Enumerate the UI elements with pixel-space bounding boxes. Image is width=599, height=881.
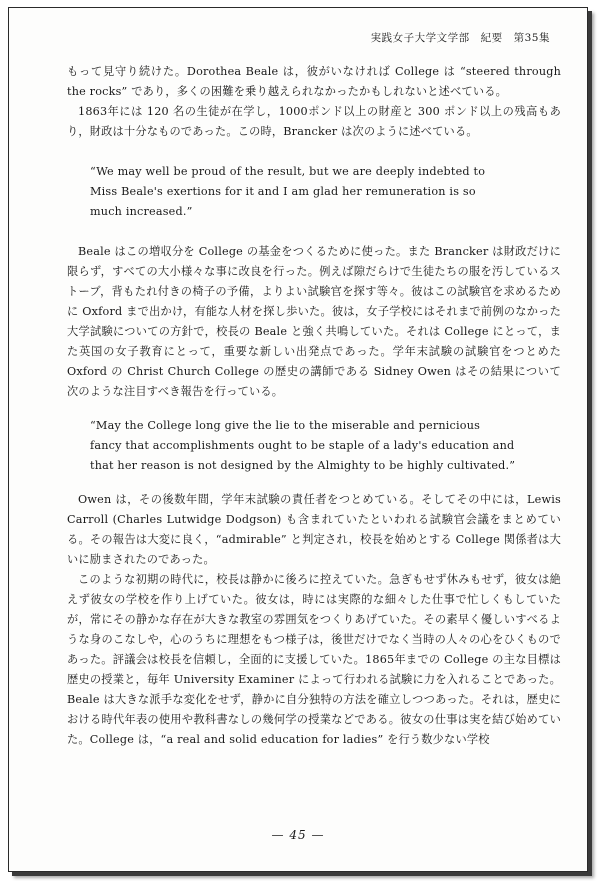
quote-2-line-1: “May the College long give the lie to the miserable and pernicious xyxy=(90,419,481,432)
quote-2-line-3: that her reason is not designed by the Almighty to be highly cultivated.” xyxy=(90,459,516,472)
quote-1-line-3: much increased.” xyxy=(90,205,193,218)
paragraph-2: 1863年には 120 名の生徒が在学し，1000ポンド以上の財産と 300 ポンド以上の残高もあり，財政は十分なものであった。この時，Brancker は次のように述べている。 xyxy=(67,105,561,138)
quote-1-line-1: “We may well be proud of the result, but we are deeply indebted to xyxy=(90,165,486,178)
spacer xyxy=(67,476,561,490)
paragraph-3: Beale はこの増収分を College の基金をつくるために使った。また Brancker は財政だけに限らず，すべての大小様々な事に改良を行った。例えば隙だらけで生徒たちの服を汚しているストーブ，背もたれ付きの椅子の予備，よりよい試験官を探す等々。彼はこの試験官を求めるために Oxford まで出かけ，有能な人材を探し歩いた。彼は，女子学校にはそれまで前例のなかった大学試験についての方針で，校長の Beale と強く共鳴していた。それは College にとって，また英国の女子教育にとって，重要な新しい出発点であった。学年末試験の試験官をつとめた Oxford の Christ Church College の歴史の講師である Sidney Owen はその結果について次のような注目すべき報告を行っている。 xyxy=(67,245,561,398)
paragraph-5: このような初期の時代に，校長は静かに後ろに控えていた。急ぎもせず休みもせず，彼女は絶えず彼女の学校を作り上げていた。彼女は，時には実際的な細々した仕事で忙しくもしていたが，常にその静かな存在が大きな教室の雰囲気をつくりあげていた。その素早く優しいすべるような身のこなしや，心のうちに理想をもつ様子は，後世だけでなく当時の人々の心をひくものであった。評議会は校長を信頼し，全面的に支援していた。1865年までの College の主な目標は歴史の授業と，毎年 University Examiner によって行われる試験に力を入れることであった。Beale は大きな派手な変化をせず，静かに自分独特の方法を確立しつつあった。それは，歴史における時代年表の使用や教科書なしの幾何学の授業などである。彼女の仕事は実を結び始めていた。College は，“a real and solid education for ladies” を行う数少ない学校 xyxy=(67,573,561,746)
quote-1-line-2: Miss Beale's exertions for it and I am glad her remuneration is so xyxy=(90,185,476,198)
running-header: 実践女子大学文学部 紀要 第35集 xyxy=(370,32,550,44)
paragraph-1: もって見守り続けた。Dorothea Beale は，彼がいなければ College は “steered through the rocks” であり，多くの困難を乗り越えられなかったかもしれないと述べている。 xyxy=(67,65,561,98)
spacer xyxy=(67,402,561,416)
document-page xyxy=(8,7,588,872)
quote-2-line-2: fancy that accomplishments ought to be staple of a lady's education and xyxy=(90,439,515,452)
body-text xyxy=(67,62,561,750)
paragraph-4: Owen は，その後数年間，学年末試験の責任者をつとめている。そしてその中には，Lewis Carroll (Charles Lutwidge Dodgson) も含まれていたといわれる試験官会議をまとめている。その報告は大変に良く，“admirable” と判定され，校長を始めとする College 関係者は大いに励まされたのであった。 xyxy=(67,493,561,566)
spacer xyxy=(67,142,561,162)
spacer xyxy=(67,222,561,242)
page-number: — 45 — xyxy=(271,828,325,842)
